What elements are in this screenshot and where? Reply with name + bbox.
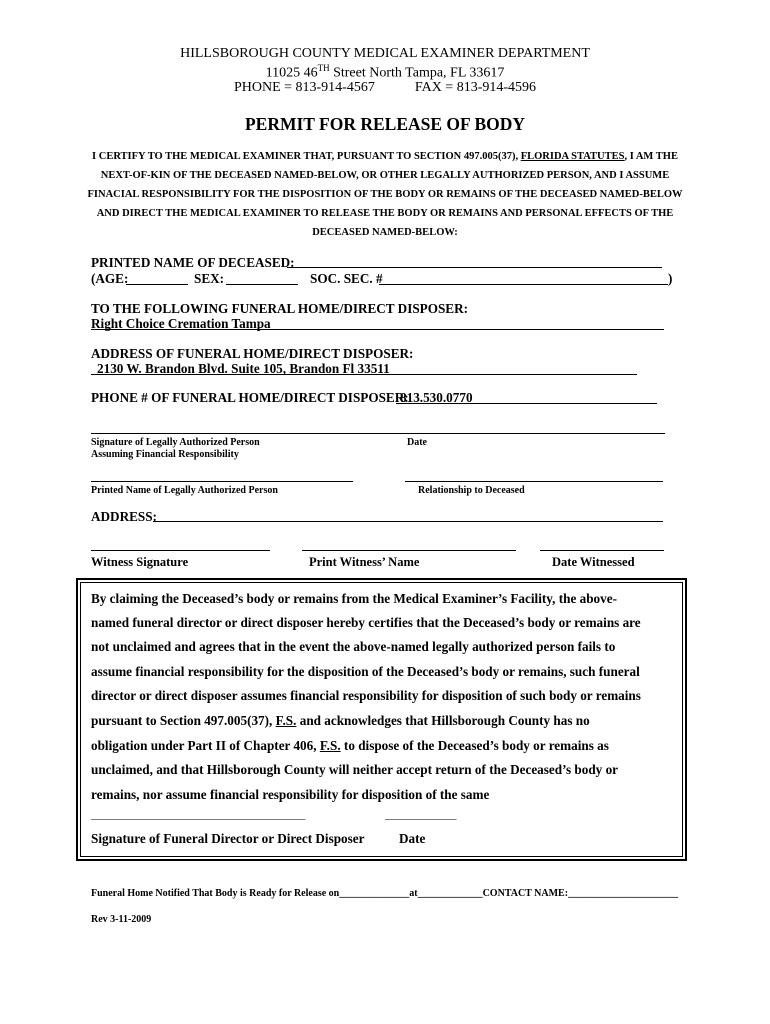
- statement-line-7: obligation under Part II of Chapter 406, F.S. to dispose of the Deceased’s body or remains as: [91, 738, 609, 753]
- statement-line-8: unclaimed, and that Hillsborough County will neither accept return of the Deceased’s body or: [91, 762, 619, 777]
- funeral-address-label: ADDRESS OF FUNERAL HOME/DIRECT DISPOSER:: [91, 346, 414, 361]
- age-field[interactable]: [126, 284, 188, 285]
- printed-name-label: Printed Name of Legally Authorized Person: [91, 485, 278, 496]
- certification-line-4: AND DIRECT THE MEDICAL EXAMINER TO RELEASE THE BODY OR REMAINS AND PERSONAL EFFECTS OF THE: [96, 208, 674, 219]
- page-title: PERMIT FOR RELEASE OF BODY: [244, 114, 526, 134]
- funeral-phone-label: PHONE # OF FUNERAL HOME/DIRECT DISPOSER:: [91, 390, 409, 405]
- statement-line-5: director or direct disposer assumes financial responsibility for disposition of such body or remains: [91, 688, 641, 703]
- address-field[interactable]: [153, 521, 663, 522]
- authorized-date-label: Date: [407, 437, 427, 448]
- deceased-name-label: PRINTED NAME OF DECEASED:: [91, 255, 295, 270]
- funeral-address-field[interactable]: [91, 374, 637, 375]
- statement-line-2: named funeral director or direct disposer hereby certifies that the Deceased’s body or remains are: [91, 615, 641, 630]
- department-contact: [0, 80, 770, 96]
- statement-line-1: By claiming the Deceased’s body or remains from the Medical Examiner’s Facility, the above-: [91, 591, 617, 606]
- printed-name-field[interactable]: [91, 481, 353, 482]
- witness-name-label: Print Witness’ Name: [309, 555, 420, 569]
- release-time-field[interactable]: _____________: [417, 888, 483, 899]
- ssn-close: ): [668, 271, 673, 286]
- certification-line-1: I CERTIFY TO THE MEDICAL EXAMINER THAT, PURSUANT TO SECTION 497.005(37), FLORIDA STATUTES, I AM THE: [92, 151, 678, 162]
- age-label: (AGE:: [91, 271, 129, 286]
- statement-line-9: remains, nor assume financial responsibility for disposition of the same: [91, 787, 490, 802]
- date-witnessed-label: Date Witnessed: [552, 555, 635, 569]
- funeral-director-date-label: Date: [399, 831, 426, 846]
- funeral-home-value: Right Choice Cremation Tampa: [91, 316, 271, 331]
- certification-line-5: DECEASED NAMED-BELOW:: [312, 227, 458, 238]
- funeral-phone-value: 813.530.0770: [400, 390, 473, 405]
- funeral-director-date-field[interactable]: _____________: [385, 809, 457, 821]
- contact-name-field[interactable]: ______________________: [568, 888, 679, 899]
- certification-line-3: FINACIAL RESPONSIBILITY FOR THE DISPOSITION OF THE BODY OR REMAINS OF THE DECEASED NAMED-BELOW: [87, 189, 683, 200]
- sex-label: SEX:: [194, 271, 225, 286]
- department-address: 11025 46TH Street North Tampa, FL 33617: [265, 63, 505, 81]
- ssn-field[interactable]: [379, 284, 668, 285]
- funeral-home-field[interactable]: [91, 329, 664, 330]
- witness-signature-label: Witness Signature: [91, 555, 189, 569]
- funeral-director-signature-label: Signature of Funeral Director or Direct Disposer: [91, 831, 365, 846]
- relationship-label: Relationship to Deceased: [418, 485, 525, 496]
- phone-number: PHONE = 813-914-4567: [233, 80, 375, 95]
- authorized-signature-field[interactable]: [91, 433, 665, 434]
- revision-date: Rev 3-11-2009: [91, 914, 152, 925]
- funeral-phone-field[interactable]: [396, 403, 657, 404]
- funeral-home-label: TO THE FOLLOWING FUNERAL HOME/DIRECT DISPOSER:: [91, 301, 469, 316]
- relationship-field[interactable]: [405, 481, 663, 482]
- fax-number: FAX = 813-914-4596: [414, 80, 537, 95]
- statement-line-3: not unclaimed and agrees that in the event the above-named legally authorized person fails to: [91, 639, 616, 654]
- address-label: ADDRESS:: [91, 509, 157, 524]
- sex-field[interactable]: [226, 284, 298, 285]
- funeral-address-value: 2130 W. Brandon Blvd. Suite 105, Brandon Fl 33511: [97, 361, 390, 376]
- funeral-director-signature-field[interactable]: _______________________________________: [91, 809, 306, 821]
- release-date-field[interactable]: ______________: [339, 888, 410, 899]
- release-notification-line: Funeral Home Notified That Body is Ready for Release on______________at_____________CONTACT NAME:______________________: [91, 888, 679, 899]
- authorized-signature-label: Signature of Legally Authorized Person: [91, 437, 260, 448]
- statement-line-4: assume financial responsibility for the disposition of the Deceased’s body or remains, such funeral: [91, 664, 640, 679]
- witness-name-field[interactable]: [302, 550, 516, 551]
- date-witnessed-field[interactable]: [540, 550, 664, 551]
- authorized-signature-sublabel: Assuming Financial Responsibility: [91, 449, 239, 460]
- ssn-label: SOC. SEC. #: [310, 271, 383, 286]
- certification-line-2: NEXT-OF-KIN OF THE DECEASED NAMED-BELOW, OR OTHER LEGALLY AUTHORIZED PERSON, AND I ASSUME: [100, 170, 670, 181]
- deceased-name-field[interactable]: [287, 267, 662, 268]
- department-name: HILLSBOROUGH COUNTY MEDICAL EXAMINER DEPARTMENT: [180, 46, 590, 61]
- witness-signature-field[interactable]: [91, 550, 270, 551]
- statement-line-6: pursuant to Section 497.005(37), F.S. and acknowledges that Hillsborough County has no: [91, 713, 590, 728]
